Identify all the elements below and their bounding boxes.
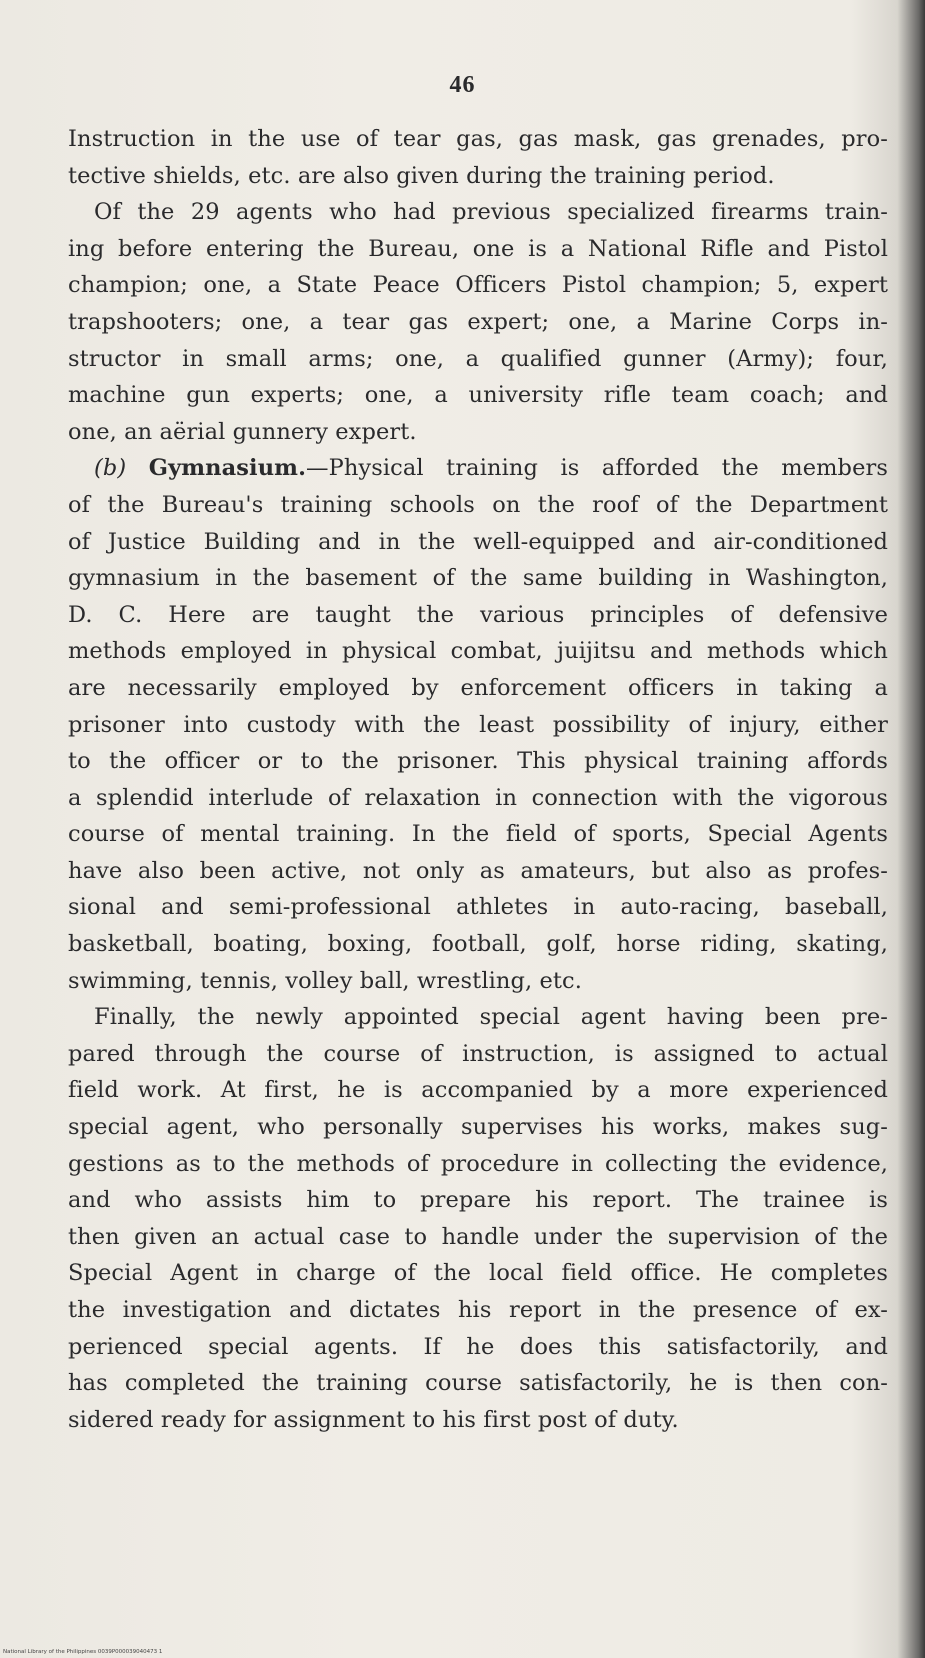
text-line: basketball, boating, boxing, football, golf, horse riding, skating, <box>68 931 888 958</box>
text-line: champion; one, a State Peace Officers Pistol champion; 5, expert <box>68 272 888 299</box>
scan-footer: National Library of the Philippines 0039P000039040473 1 <box>3 1649 163 1655</box>
text-line: structor in small arms; one, a qualified gunner (Army); four, <box>68 345 888 372</box>
text-line: to the officer or to the prisoner. This physical training affords <box>68 748 888 775</box>
text-line: swimming, tennis, volley ball, wrestling, etc. <box>68 967 583 994</box>
text-line: special agent, who personally supervises his works, makes sug- <box>68 1114 888 1141</box>
text-line: trapshooters; one, a tear gas expert; one, a Marine Corps in- <box>68 308 888 335</box>
text-line: the investigation and dictates his report in the presence of ex- <box>68 1297 888 1323</box>
text-line: are necessarily employed by enforcement officers in taking a <box>68 674 888 701</box>
section-prefix: (b) <box>94 455 127 482</box>
text-line: sional and semi-professional athletes in auto-racing, baseball, <box>68 894 888 921</box>
text-line <box>68 450 888 487</box>
text-line: field work. At first, he is accompanied by a more experienced <box>68 1077 888 1104</box>
text-line: Of the 29 agents who had previous specialized firearms train- <box>94 199 888 226</box>
text-line: sidered ready for assignment to his first post of duty. <box>68 1406 679 1433</box>
text-line: perienced special agents. If he does this satisfactorily, and <box>68 1333 888 1360</box>
text-line: have also been active, not only as amateurs, but also as profes- <box>68 857 888 884</box>
text-line: and who assists him to prepare his report. The trainee is <box>68 1187 888 1214</box>
text-line: Instruction in the use of tear gas, gas mask, gas grenades, pro- <box>68 126 888 152</box>
text-line: of Justice Building and in the well-equipped and air-conditioned <box>68 528 888 555</box>
text-line: Special Agent in charge of the local field office. He completes <box>68 1260 888 1287</box>
text-line: prisoner into custody with the least possibility of injury, either <box>68 711 888 738</box>
text-line: methods employed in physical combat, juijitsu and methods which <box>68 638 888 665</box>
text-line: machine gun experts; one, a university rifle team coach; and <box>68 382 888 409</box>
text-line: a splendid interlude of relaxation in connection with the vigorous <box>68 784 888 811</box>
text-line: D. C. Here are taught the various principles of defensive <box>68 601 888 628</box>
text-line: gymnasium in the basement of the same building in Washington, <box>68 565 888 592</box>
text-line: Finally, the newly appointed special agent having been pre- <box>94 1004 888 1031</box>
text-line: one, an aërial gunnery expert. <box>68 418 417 445</box>
text-line: gestions as to the methods of procedure in collecting the evidence, <box>68 1150 888 1177</box>
text-line: tective shields, etc. are also given during the training period. <box>68 162 775 189</box>
page-number: 46 <box>449 72 476 98</box>
text-line: pared through the course of instruction, is assigned to actual <box>68 1040 888 1067</box>
text-line: has completed the training course satisfactorily, he is then con- <box>68 1370 888 1397</box>
text-line: course of mental training. In the field of sports, Special Agents <box>68 821 888 848</box>
text-line: then given an actual case to handle under the supervision of the <box>68 1223 888 1250</box>
section-heading-continuation: —Physical training is afforded the members <box>306 455 888 482</box>
body-text <box>68 121 888 1438</box>
text-line: ing before entering the Bureau, one is a National Rifle and Pistol <box>68 235 888 262</box>
section-heading: Gymnasium. <box>148 455 306 482</box>
text-line: of the Bureau's training schools on the roof of the Department <box>68 491 888 518</box>
